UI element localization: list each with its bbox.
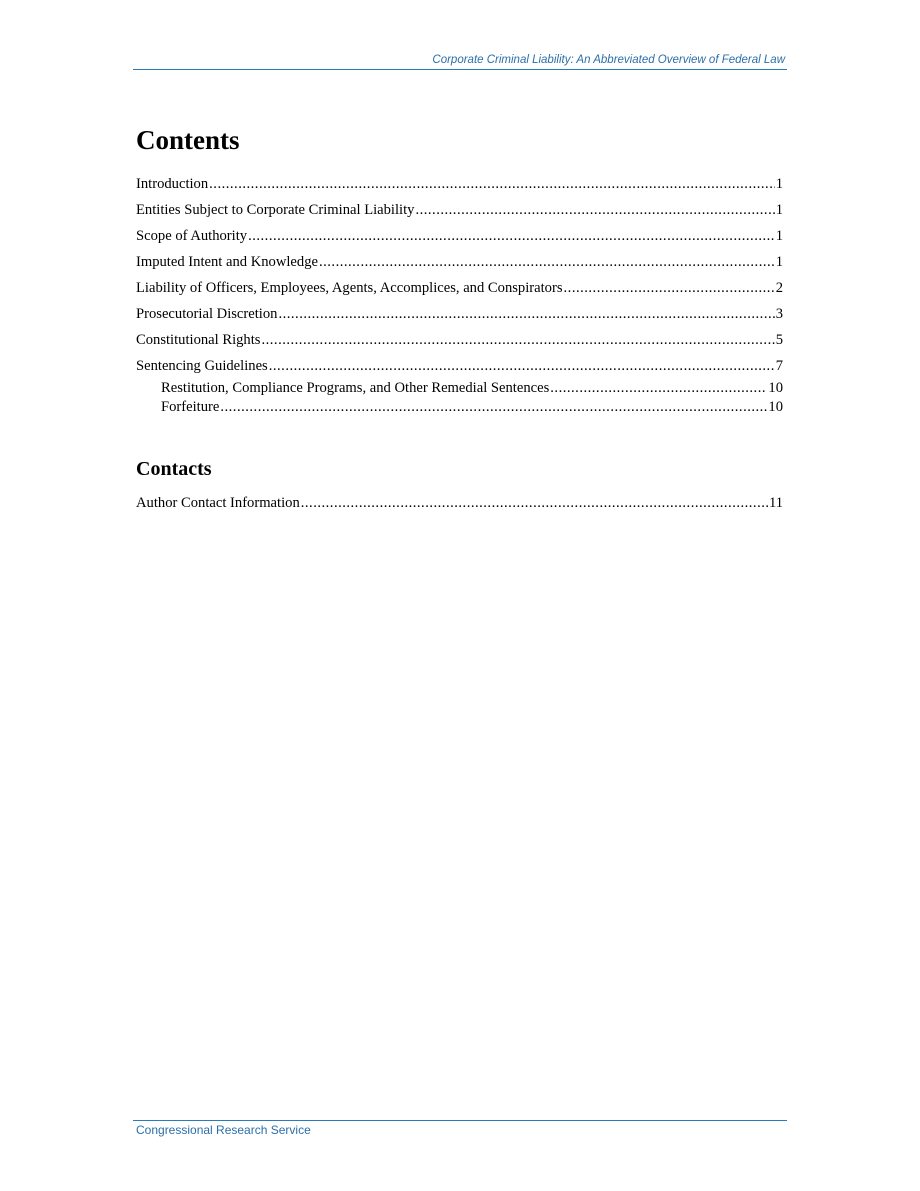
toc-subentry-restitution[interactable] [161, 380, 783, 400]
toc-entry-imputed-intent[interactable] [136, 254, 783, 274]
toc-entry-page: 10 [768, 399, 783, 415]
toc-entry-page: 2 [775, 280, 783, 296]
footer-organization: Congressional Research Service [136, 1123, 311, 1137]
toc-entry-introduction[interactable] [136, 176, 783, 196]
toc-entry-page: 1 [775, 228, 783, 244]
page-footer [133, 1120, 787, 1137]
toc-entry-page: 7 [775, 358, 783, 374]
toc-dot-leader [319, 254, 775, 271]
toc-entry-label: Imputed Intent and Knowledge [136, 254, 318, 270]
contacts-heading: Contacts [136, 458, 212, 480]
toc-entry-label: Prosecutorial Discretion [136, 306, 278, 322]
toc-entry-page: 1 [775, 254, 783, 270]
toc-entry-page: 3 [775, 306, 783, 322]
toc-dot-leader [261, 332, 774, 349]
contents-heading: Contents [136, 125, 240, 155]
toc-dot-leader [278, 306, 774, 323]
toc-entry-label: Introduction [136, 176, 209, 192]
toc-entry-label: Liability of Officers, Employees, Agents, Accomplices, and Conspirators [136, 280, 563, 296]
toc-dot-leader [248, 228, 775, 245]
toc-dot-leader [415, 202, 774, 219]
toc-entry-author-contact[interactable] [136, 495, 783, 515]
toc-entry-page: 1 [775, 202, 783, 218]
toc-entry-scope-of-authority[interactable] [136, 228, 783, 248]
page-header [133, 53, 787, 70]
toc-entry-label: Author Contact Information [136, 495, 300, 511]
toc-dot-leader [269, 358, 775, 375]
toc-entry-label: Scope of Authority [136, 228, 248, 244]
toc-dot-leader [550, 380, 767, 397]
toc-entry-label: Forfeiture [161, 399, 220, 415]
toc-entry-sentencing-guidelines[interactable] [136, 358, 783, 378]
toc-entry-label: Sentencing Guidelines [136, 358, 268, 374]
toc-entry-label: Entities Subject to Corporate Criminal Liability [136, 202, 415, 218]
toc-subentry-forfeiture[interactable] [161, 399, 783, 419]
toc-entry-page: 10 [768, 380, 783, 396]
toc-entry-entities-subject[interactable] [136, 202, 783, 222]
toc-dot-leader [209, 176, 775, 193]
toc-entry-label: Restitution, Compliance Programs, and Other Remedial Sentences [161, 380, 550, 396]
running-title: Corporate Criminal Liability: An Abbreviated Overview of Federal Law [432, 54, 785, 66]
toc-entry-page: 5 [775, 332, 783, 348]
toc-dot-leader [564, 280, 775, 297]
toc-entry-label: Constitutional Rights [136, 332, 261, 348]
toc-entry-prosecutorial-discretion[interactable] [136, 306, 783, 326]
toc-entry-page: 1 [775, 176, 783, 192]
toc-entry-constitutional-rights[interactable] [136, 332, 783, 352]
toc-dot-leader [220, 399, 767, 416]
toc-entry-liability-of-officers[interactable] [136, 280, 783, 300]
toc-entry-page: 11 [768, 495, 783, 511]
toc-dot-leader [301, 495, 768, 512]
